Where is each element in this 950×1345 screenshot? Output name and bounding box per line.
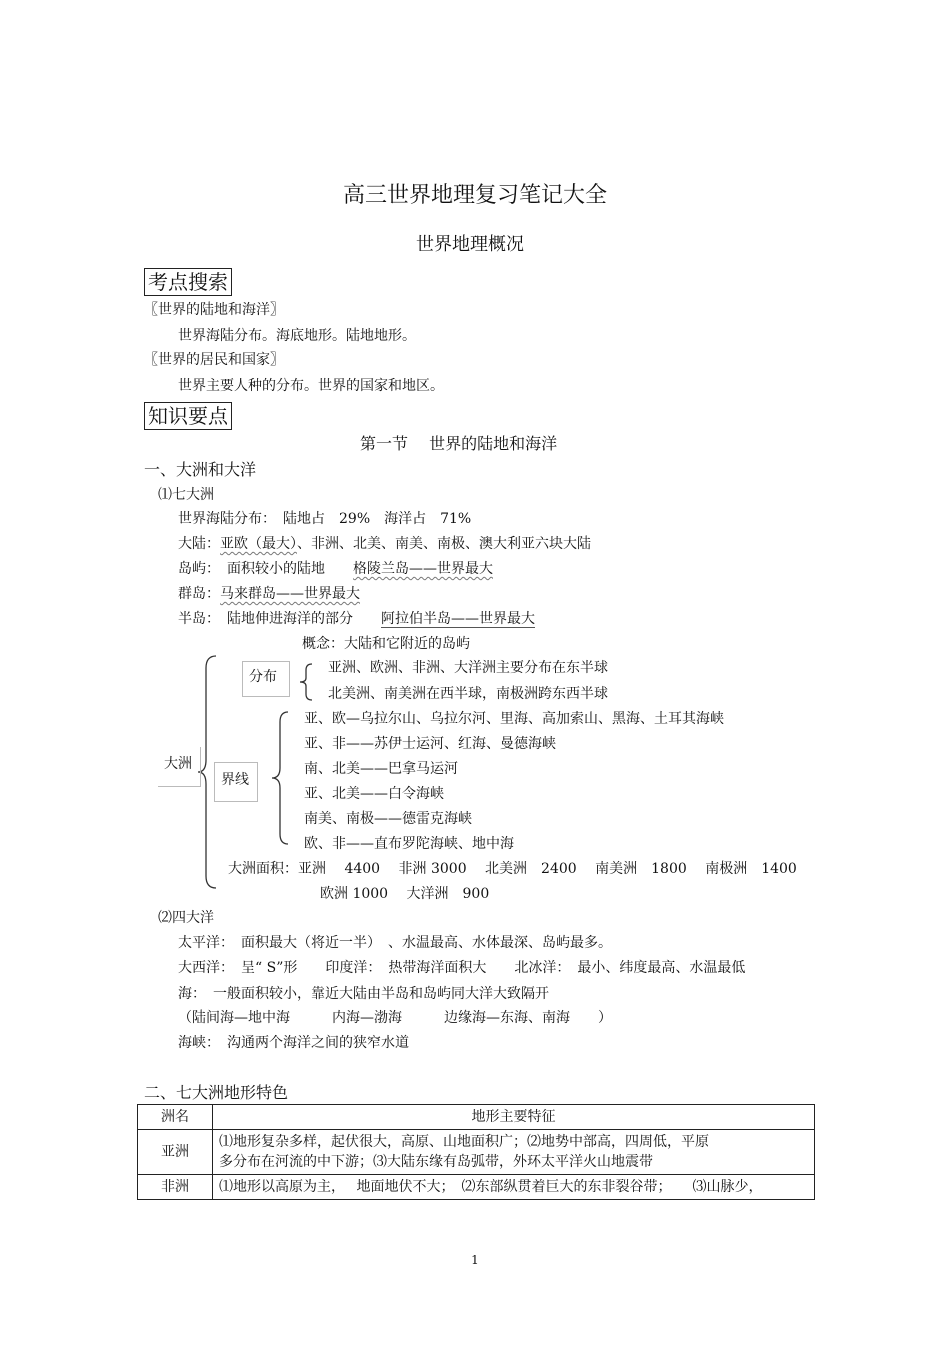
col-header-continent: 洲名 xyxy=(138,1105,213,1130)
jiexian-item: 南、北美——巴拿马运河 xyxy=(304,761,458,777)
topic-land-sea: 〖世界的陆地和海洋〗 xyxy=(144,302,284,318)
zhishi-header: 知识要点 xyxy=(144,402,232,430)
terrain-table xyxy=(137,1104,815,1200)
topic-land-sea-text: 世界海陆分布。海底地形。陆地地形。 xyxy=(178,328,416,344)
col-header-terrain: 地形主要特征 xyxy=(213,1105,815,1130)
part1-title: 一、大洲和大洋 xyxy=(144,460,257,479)
fenbu-east: 亚洲、欧洲、非洲、大洋洲主要分布在东半球 xyxy=(328,660,608,676)
qundao-largest: 马来群岛——世界最大 xyxy=(220,586,360,602)
row-continent-name: 非洲 xyxy=(138,1175,213,1200)
strait-definition: 海峡： 沟通两个海洋之间的狭窄水道 xyxy=(178,1035,409,1051)
terrain-line: ⑴地形以高原为主， 地面地伏不大； ⑵东部纵贯着巨大的东非裂谷带； ⑶山脉少， xyxy=(219,1179,763,1195)
sea-definition: 海： 一般面积较小，靠近大陆由半岛和岛屿同大洋大致隔开 xyxy=(178,986,549,1002)
dalu-largest: 亚欧（最大） xyxy=(220,536,297,552)
daoyu-line xyxy=(178,560,493,578)
section-title: 第一节 世界的陆地和海洋 xyxy=(360,434,558,453)
fenbu-brace xyxy=(298,662,314,702)
dazhou-label: 大洲 xyxy=(158,747,201,787)
jiexian-item: 欧、非——直布罗陀海峡、地中海 xyxy=(304,836,514,852)
terrain-line: 多分布在河流的中下游；⑶大陆东缘有岛弧带，外环太平洋火山地震带 xyxy=(219,1154,653,1170)
row-continent-name: 亚洲 xyxy=(138,1130,213,1175)
row-terrain-features xyxy=(213,1130,815,1175)
qundao-prefix: 群岛： xyxy=(178,586,220,602)
page-number: 1 xyxy=(471,1253,479,1267)
table-row xyxy=(138,1130,815,1175)
part2-title: 二、七大洲地形特色 xyxy=(144,1083,289,1102)
terrain-line: ⑴地形复杂多样，起伏很大，高原、山地面积广；⑵地势中部高，四周低，平原 xyxy=(219,1134,709,1150)
document-subtitle: 世界地理概况 xyxy=(416,234,524,255)
qundao-line xyxy=(178,585,360,603)
table-row xyxy=(138,1175,815,1200)
dalu-rest: 、非洲、北美、南美、南极、澳大利亚六块大陆 xyxy=(297,536,591,552)
sub-seven-continents: ⑴七大洲 xyxy=(158,487,214,503)
continent-area-1: 大洲面积：亚洲 4400 非洲 3000 北美洲 2400 南美洲 1800 南极洲 1400 xyxy=(228,861,797,877)
table-header-row xyxy=(138,1105,815,1130)
continent-area-2: 欧洲 1000 大洋洲 900 xyxy=(320,886,490,902)
kaodian-header: 考点搜索 xyxy=(144,268,232,296)
jiexian-item: 南美、南极——德雷克海峡 xyxy=(304,811,472,827)
jiexian-label: 界线 xyxy=(214,762,258,802)
concept-text: 概念：大陆和它附近的岛屿 xyxy=(302,636,470,652)
jiexian-item: 亚、非——苏伊士运河、红海、曼德海峡 xyxy=(304,736,556,752)
fenbu-label: 分布 xyxy=(242,661,290,697)
ocean-atlantic-indian-arctic: 大西洋： 呈“ S”形 印度洋： 热带海洋面积大 北冰洋： 最小、纬度最高、水温最低 xyxy=(178,960,746,976)
sub-four-oceans: ⑵四大洋 xyxy=(158,910,214,926)
ocean-pacific: 太平洋： 面积最大（将近一半） 、水温最高、水体最深、岛屿最多。 xyxy=(178,935,612,951)
jiexian-item: 亚、欧—乌拉尔山、乌拉尔河、里海、高加索山、黑海、土耳其海峡 xyxy=(304,711,724,727)
row-terrain-features xyxy=(213,1175,815,1200)
bandao-largest: 阿拉伯半岛——世界最大 xyxy=(381,611,535,627)
topic-population: 〖世界的居民和国家〗 xyxy=(144,352,284,368)
jiexian-brace xyxy=(268,710,290,846)
dalu-prefix: 大陆： xyxy=(178,536,220,552)
dalu-line xyxy=(178,535,591,553)
daoyu-largest: 格陵兰岛——世界最大 xyxy=(353,561,493,577)
fenbu-west: 北美洲、南美洲在西半球，南极洲跨东西半球 xyxy=(328,686,608,702)
bandao-prefix: 半岛： 陆地伸进海洋的部分 xyxy=(178,611,381,627)
sea-types: （陆间海—地中海 内海—渤海 边缘海—东海、南海 ） xyxy=(178,1010,612,1026)
daoyu-prefix: 岛屿： 面积较小的陆地 xyxy=(178,561,353,577)
jiexian-item: 亚、北美——白令海峡 xyxy=(304,786,444,802)
bandao-line xyxy=(178,610,535,628)
land-sea-ratio: 世界海陆分布： 陆地占 29% 海洋占 71% xyxy=(178,511,472,527)
topic-population-text: 世界主要人种的分布。世界的国家和地区。 xyxy=(178,378,444,394)
document-title: 高三世界地理复习笔记大全 xyxy=(342,183,607,208)
